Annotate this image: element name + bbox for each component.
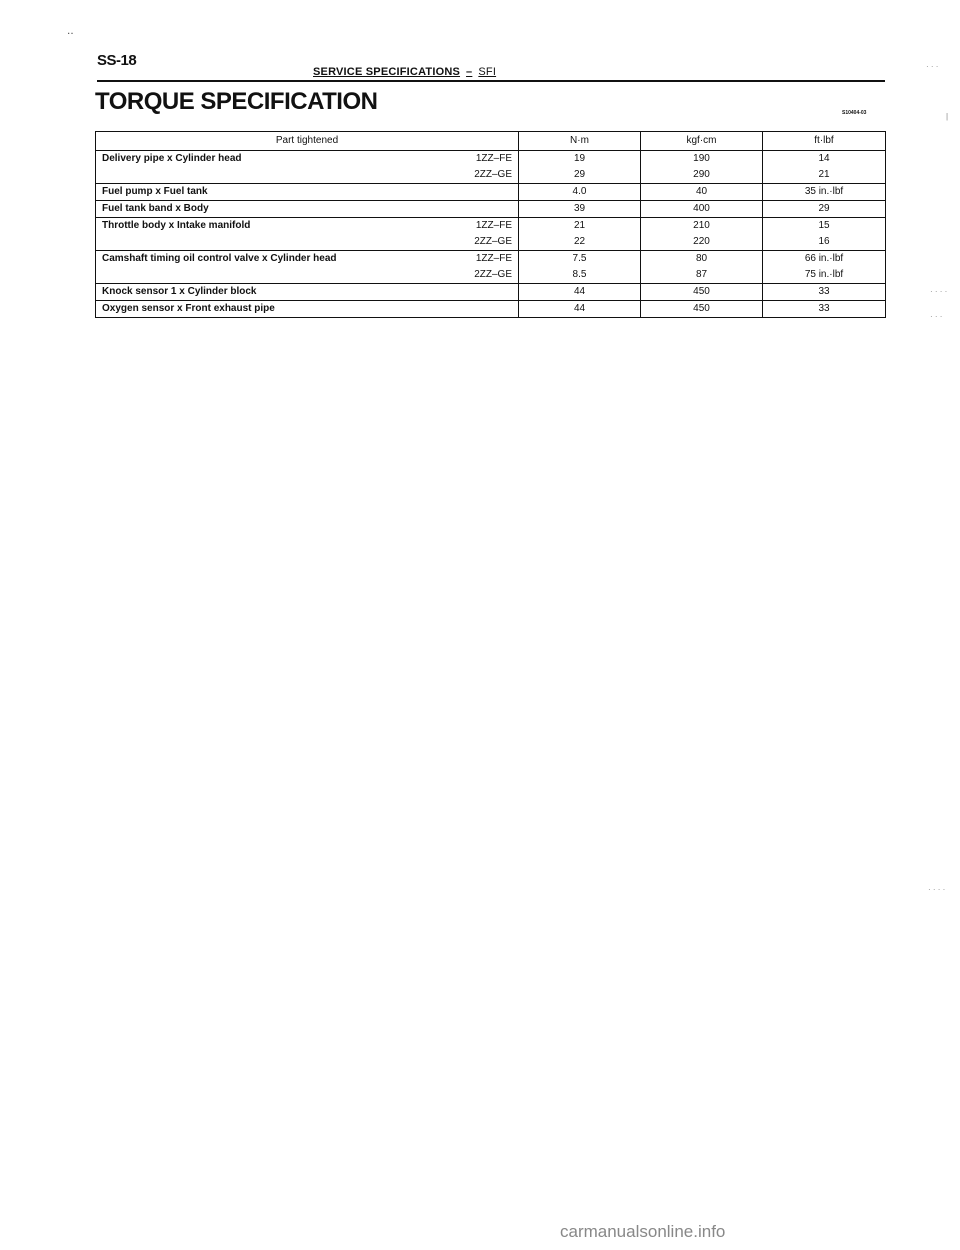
ftlbf-value: 35 in.·lbf [804, 186, 844, 197]
kgfcm-value: 190 [693, 153, 710, 164]
part-tightened-cell [96, 151, 519, 184]
kgfcm-value: 450 [693, 286, 710, 297]
kgfcm-value: 220 [693, 236, 710, 247]
scan-mark: · · · [926, 62, 939, 71]
nm-value: 8.5 [572, 269, 587, 280]
part-name: Oxygen sensor x Front exhaust pipe [102, 303, 275, 314]
nm-value-cell [519, 218, 641, 251]
ftlbf-value-cell [763, 301, 886, 318]
nm-value-cell [519, 251, 641, 284]
torque-table [95, 131, 886, 318]
section-header [313, 66, 496, 78]
doc-code: S10404-03 [842, 110, 867, 116]
nm-value: 4.0 [572, 186, 587, 197]
kgfcm-value: 290 [693, 169, 710, 180]
part-name: Fuel tank band x Body [102, 203, 209, 214]
page-title: TORQUE SPECIFICATION [95, 88, 378, 115]
engine-variant: 2ZZ–GE [474, 236, 512, 247]
part-tightened-cell [96, 184, 519, 201]
kgfcm-value: 400 [693, 203, 710, 214]
torque-table-body [96, 151, 886, 318]
nm-value-cell [519, 184, 641, 201]
engine-variant: 1ZZ–FE [475, 253, 512, 264]
ftlbf-value: 33 [818, 303, 830, 314]
footer-watermark: carmanualsonline.info [560, 1222, 726, 1241]
part-tightened-cell [96, 284, 519, 301]
ftlbf-value-cell [763, 284, 886, 301]
kgfcm-value-cell [641, 184, 763, 201]
kgfcm-value: 450 [693, 303, 710, 314]
kgfcm-value-cell [641, 284, 763, 301]
part-name: Delivery pipe x Cylinder head [102, 153, 242, 164]
ftlbf-value-cell [763, 218, 886, 251]
part-tightened-cell [96, 251, 519, 284]
nm-value: 7.5 [572, 253, 587, 264]
section-header-title: SERVICE SPECIFICATIONS [313, 66, 461, 78]
ftlbf-value: 75 in.·lbf [804, 269, 844, 280]
kgfcm-value-cell [641, 251, 763, 284]
nm-value: 44 [573, 303, 586, 314]
page-id: SS-18 [97, 52, 137, 69]
scan-mark: · · · · [930, 287, 948, 296]
ftlbf-value-cell [763, 184, 886, 201]
nm-value: 21 [573, 220, 586, 231]
part-name: Knock sensor 1 x Cylinder block [102, 286, 257, 297]
scan-mark: · · · [930, 312, 943, 321]
ftlbf-value-cell [763, 201, 886, 218]
table-row [96, 218, 886, 251]
engine-variant: 2ZZ–GE [474, 169, 512, 180]
table-row [96, 201, 886, 218]
nm-value-cell [519, 201, 641, 218]
ftlbf-value-cell [763, 251, 886, 284]
ftlbf-value: 15 [818, 220, 830, 231]
engine-variant: 1ZZ–FE [475, 153, 512, 164]
ftlbf-value: 21 [818, 169, 830, 180]
ftlbf-value: 16 [818, 236, 830, 247]
nm-value: 22 [573, 236, 586, 247]
header-nm: N·m [519, 132, 641, 151]
kgfcm-value-cell [641, 151, 763, 184]
ftlbf-value-cell [763, 151, 886, 184]
header-rule [97, 80, 885, 82]
table-header-row [96, 132, 886, 151]
part-name: Throttle body x Intake manifold [102, 220, 251, 231]
ftlbf-value: 14 [818, 153, 830, 164]
engine-variant: 2ZZ–GE [474, 269, 512, 280]
part-name: Camshaft timing oil control valve x Cylinder head [102, 253, 337, 264]
table-row [96, 184, 886, 201]
ftlbf-value: 29 [818, 203, 830, 214]
kgfcm-value: 80 [695, 253, 708, 264]
kgfcm-value: 210 [693, 220, 710, 231]
nm-value: 39 [573, 203, 586, 214]
kgfcm-value: 40 [695, 186, 708, 197]
nm-value: 19 [573, 153, 586, 164]
engine-variant: 1ZZ–FE [475, 220, 512, 231]
table-row [96, 284, 886, 301]
kgfcm-value-cell [641, 301, 763, 318]
ftlbf-value: 33 [818, 286, 830, 297]
kgfcm-value: 87 [695, 269, 708, 280]
part-tightened-cell [96, 301, 519, 318]
part-tightened-cell [96, 201, 519, 218]
table-row [96, 301, 886, 318]
scan-mark: ‥ [67, 26, 74, 37]
kgfcm-value-cell [641, 218, 763, 251]
nm-value-cell [519, 151, 641, 184]
nm-value-cell [519, 284, 641, 301]
part-name: Fuel pump x Fuel tank [102, 186, 208, 197]
part-tightened-cell [96, 218, 519, 251]
nm-value: 44 [573, 286, 586, 297]
section-header-separator: – [466, 66, 473, 78]
scan-mark: | [946, 112, 949, 121]
table-row [96, 151, 886, 184]
nm-value-cell [519, 301, 641, 318]
table-row [96, 251, 886, 284]
header-ftlbf: ft·lbf [763, 132, 886, 151]
ftlbf-value: 66 in.·lbf [804, 253, 844, 264]
header-kgfcm: kgf·cm [641, 132, 763, 151]
kgfcm-value-cell [641, 201, 763, 218]
header-part-tightened: Part tightened [96, 132, 519, 151]
nm-value: 29 [573, 169, 586, 180]
scan-mark: · · · · [928, 885, 946, 894]
section-header-sub: SFI [478, 66, 497, 78]
